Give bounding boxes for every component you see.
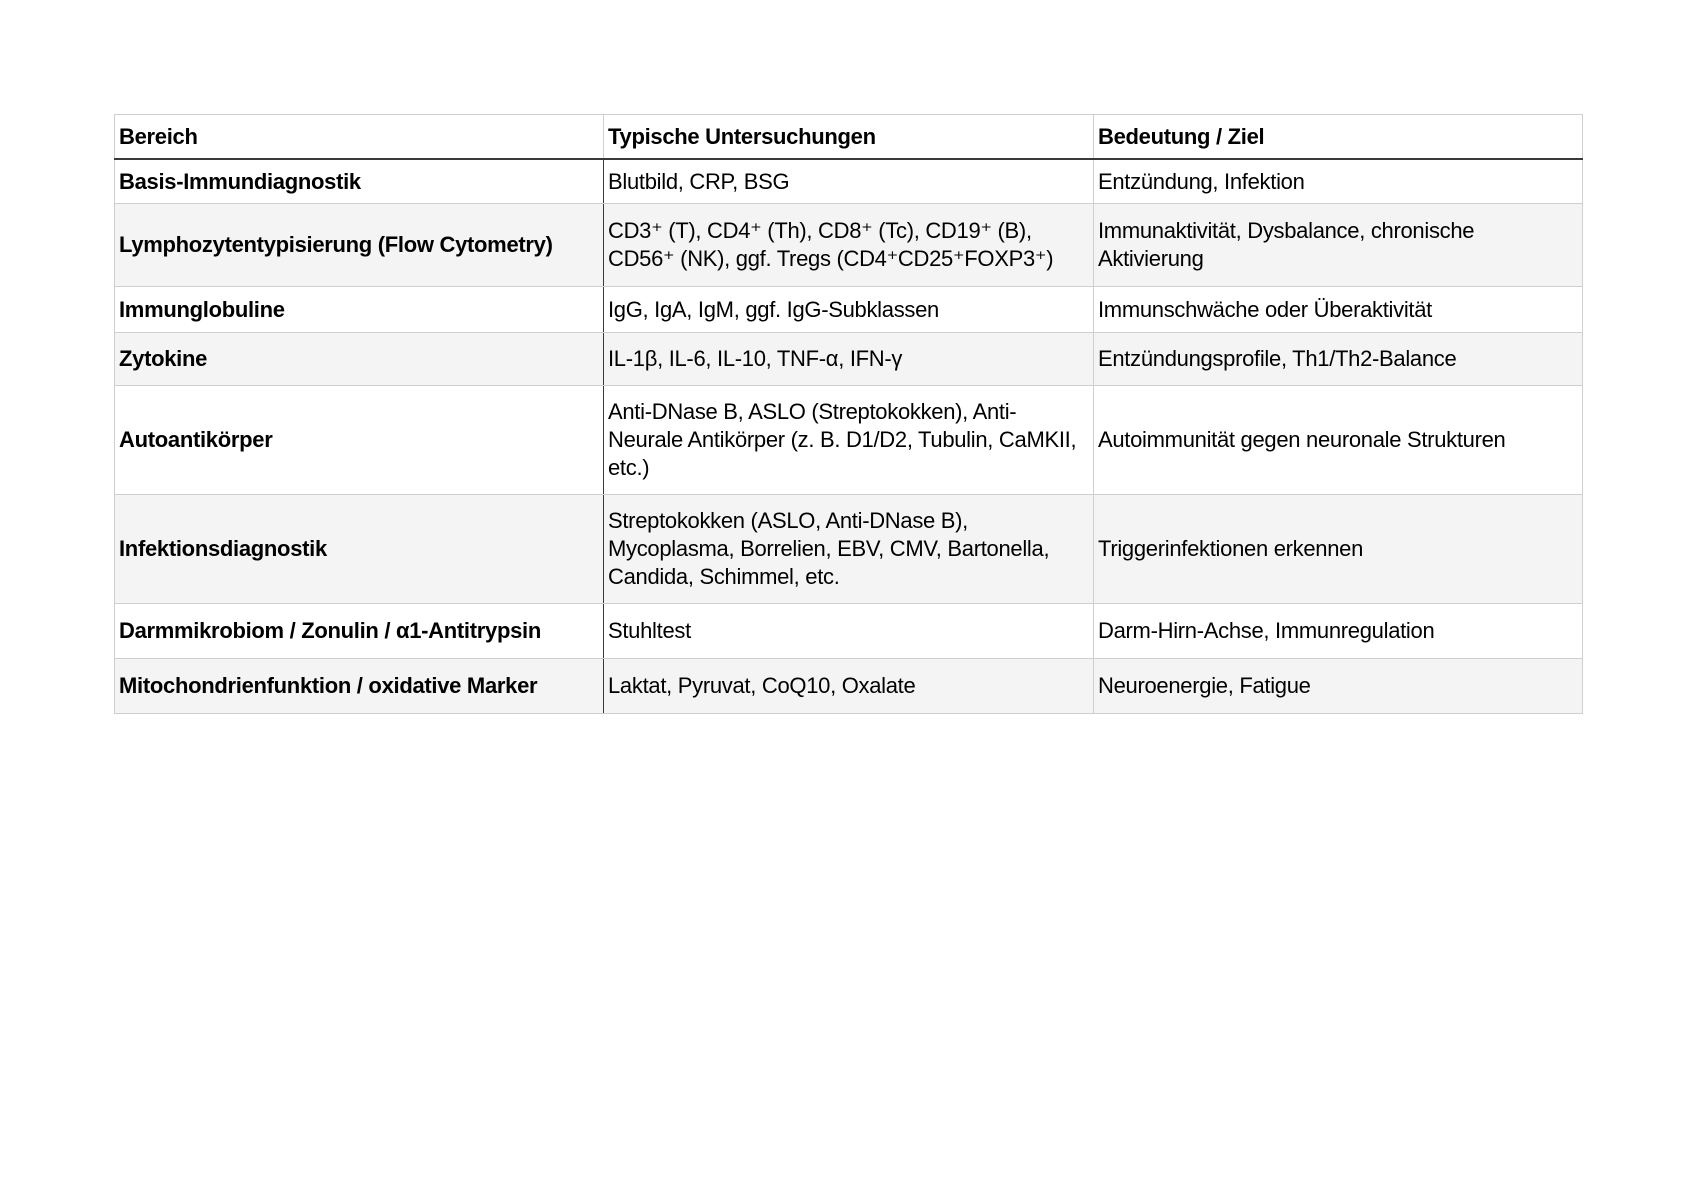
cell-bedeutung: Immunschwäche oder Überaktivität bbox=[1094, 287, 1583, 333]
cell-untersuchungen: Streptokokken (ASLO, Anti-DNase B), Mycoplasma, Borrelien, EBV, CMV, Bartonella, Candida, Schimmel, etc. bbox=[604, 495, 1094, 604]
cell-bereich: Autoantikörper bbox=[115, 386, 604, 495]
cell-bedeutung: Entzündung, Infektion bbox=[1094, 159, 1583, 204]
table-row bbox=[115, 386, 1583, 495]
header-bereich: Bereich bbox=[115, 115, 604, 160]
cell-bereich: Infektionsdiagnostik bbox=[115, 495, 604, 604]
cell-bereich: Basis-Immundiagnostik bbox=[115, 159, 604, 204]
cell-untersuchungen: Blutbild, CRP, BSG bbox=[604, 159, 1094, 204]
table-row bbox=[115, 604, 1583, 659]
table-row bbox=[115, 287, 1583, 333]
cell-untersuchungen: Laktat, Pyruvat, CoQ10, Oxalate bbox=[604, 659, 1094, 714]
cell-untersuchungen: IL-1β, IL-6, IL-10, TNF-α, IFN-γ bbox=[604, 333, 1094, 386]
cell-bedeutung: Entzündungsprofile, Th1/Th2-Balance bbox=[1094, 333, 1583, 386]
cell-bedeutung: Darm-Hirn-Achse, Immunregulation bbox=[1094, 604, 1583, 659]
header-bedeutung: Bedeutung / Ziel bbox=[1094, 115, 1583, 160]
cell-bereich: Immunglobuline bbox=[115, 287, 604, 333]
header-row bbox=[115, 115, 1583, 160]
cell-bedeutung: Neuroenergie, Fatigue bbox=[1094, 659, 1583, 714]
table-row bbox=[115, 204, 1583, 287]
cell-bedeutung: Immunaktivität, Dysbalance, chronische Aktivierung bbox=[1094, 204, 1583, 287]
cell-bereich: Darmmikrobiom / Zonulin / α1-Antitrypsin bbox=[115, 604, 604, 659]
cell-untersuchungen: IgG, IgA, IgM, ggf. IgG-Subklassen bbox=[604, 287, 1094, 333]
cell-bedeutung: Triggerinfektionen erkennen bbox=[1094, 495, 1583, 604]
table-row bbox=[115, 159, 1583, 204]
cell-bereich: Mitochondrienfunktion / oxidative Marker bbox=[115, 659, 604, 714]
table-row bbox=[115, 333, 1583, 386]
cell-bedeutung: Autoimmunität gegen neuronale Strukturen bbox=[1094, 386, 1583, 495]
cell-untersuchungen: Anti-DNase B, ASLO (Streptokokken), Anti-Neurale Antikörper (z. B. D1/D2, Tubulin, CaMKII, etc.) bbox=[604, 386, 1094, 495]
header-untersuchungen: Typische Untersuchungen bbox=[604, 115, 1094, 160]
diagnostics-table bbox=[114, 114, 1583, 714]
table-body bbox=[115, 159, 1583, 714]
table-row bbox=[115, 495, 1583, 604]
cell-untersuchungen: CD3⁺ (T), CD4⁺ (Th), CD8⁺ (Tc), CD19⁺ (B), CD56⁺ (NK), ggf. Tregs (CD4⁺CD25⁺FOXP3⁺) bbox=[604, 204, 1094, 287]
table-header bbox=[115, 115, 1583, 160]
table-row bbox=[115, 659, 1583, 714]
cell-bereich: Lymphozytentypisierung (Flow Cytometry) bbox=[115, 204, 604, 287]
cell-bereich: Zytokine bbox=[115, 333, 604, 386]
cell-untersuchungen: Stuhltest bbox=[604, 604, 1094, 659]
